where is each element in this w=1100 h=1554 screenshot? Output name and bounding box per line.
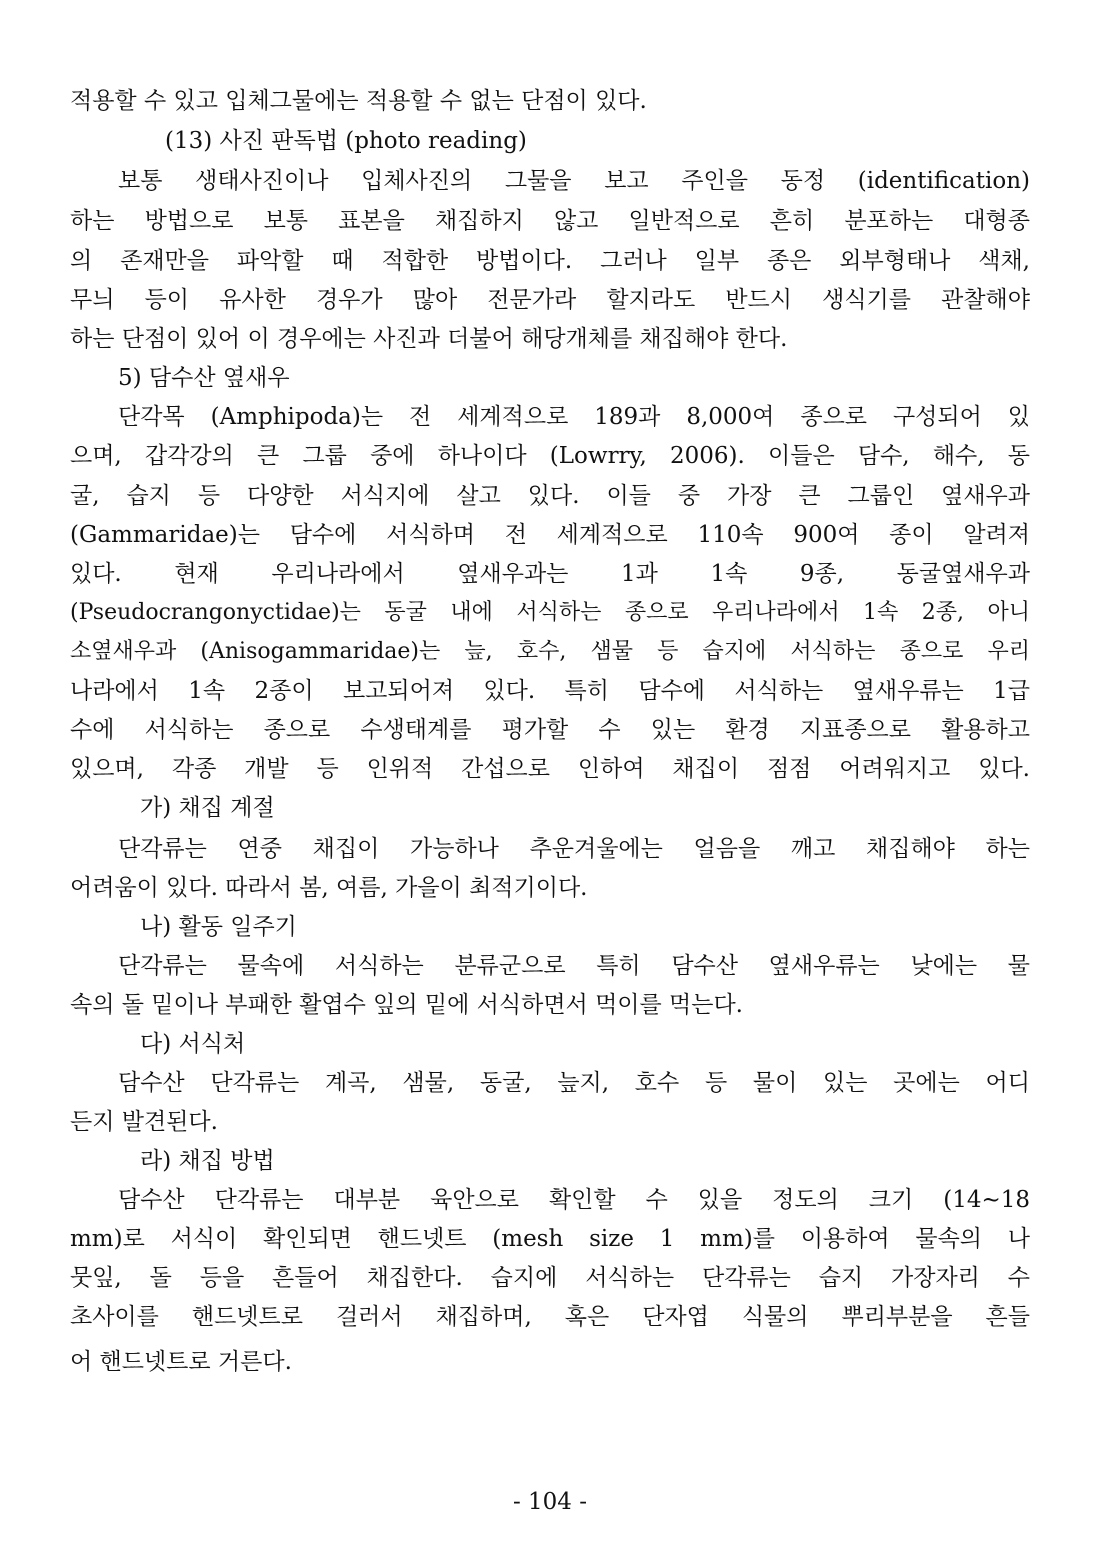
body-text-line: 하는 단점이 있어 이 경우에는 사진과 더불어 해당개체를 채집해야 한다.: [70, 326, 788, 352]
body-text-line: 소옆새우과 (Anisogammaridae)는 늪, 호수, 샘물 등 습지에 서식하는 종으로 우리: [70, 639, 1030, 664]
body-text-line: 있으며, 각종 개발 등 인위적 간섭으로 인하여 채집이 점점 어려워지고 있다.: [70, 756, 1030, 782]
body-text-line: 속의 돌 밑이나 부패한 활엽수 잎의 밑에 서식하면서 먹이를 먹는다.: [70, 992, 743, 1018]
body-text-line: 담수산 단각류는 계곡, 샘물, 동굴, 늪지, 호수 등 물이 있는 곳에는 어디: [118, 1070, 1030, 1096]
section-heading: 나) 활동 일주기: [140, 914, 297, 940]
body-text-line: 초사이를 핸드넷트로 걸러서 채집하며, 혹은 단자엽 식물의 뿌리부분을 흔들: [70, 1304, 1030, 1330]
body-text-line: 어려움이 있다. 따라서 봄, 여름, 가을이 최적기이다.: [70, 875, 588, 901]
body-text-line: 든지 발견된다.: [70, 1109, 218, 1135]
body-text-line: 단각목 (Amphipoda)는 전 세계적으로 189과 8,000여 종으로 구성되어 있: [118, 404, 1030, 430]
body-text-line: 적용할 수 있고 입체그물에는 적용할 수 없는 단점이 있다.: [70, 88, 647, 114]
body-text-line: 단각류는 연중 채집이 가능하나 추운겨울에는 얼음을 깨고 채집해야 하는: [118, 836, 1030, 862]
body-text-line: 뭇잎, 돌 등을 흔들어 채집한다. 습지에 서식하는 단각류는 습지 가장자리 수: [70, 1265, 1030, 1291]
body-text-line: 어 핸드넷트로 거른다.: [70, 1349, 292, 1375]
body-text-line: 수에 서식하는 종으로 수생태계를 평가할 수 있는 환경 지표종으로 활용하고: [70, 717, 1030, 743]
section-heading: (13) 사진 판독법 (photo reading): [165, 128, 527, 154]
section-heading: 다) 서식처: [140, 1031, 246, 1057]
body-text-line: 단각류는 물속에 서식하는 분류군으로 특히 담수산 옆새우류는 낮에는 물: [118, 953, 1030, 979]
body-text-line: 굴, 습지 등 다양한 서식지에 살고 있다. 이들 중 가장 큰 그룹인 옆새우과: [70, 483, 1030, 509]
body-text-line: (Gammaridae)는 담수에 서식하며 전 세계적으로 110속 900여 종이 알려져: [70, 522, 1030, 548]
section-heading: 5) 담수산 옆새우: [118, 365, 290, 391]
page-number: - 104 -: [512, 1489, 588, 1515]
body-text-line: 보통 생태사진이나 입체사진의 그물을 보고 주인을 동정 (identification): [118, 168, 1030, 194]
body-text-line: (Pseudocrangonyctidae)는 동굴 내에 서식하는 종으로 우리나라에서 1속 2종, 아니: [70, 600, 1030, 625]
section-heading: 가) 채집 계절: [140, 795, 275, 821]
body-text-line: 의 존재만을 파악할 때 적합한 방법이다. 그러나 일부 종은 외부형태나 색채,: [70, 248, 1030, 274]
body-text-line: 나라에서 1속 2종이 보고되어져 있다. 특히 담수에 서식하는 옆새우류는 1급: [70, 678, 1030, 704]
section-heading: 라) 채집 방법: [140, 1148, 275, 1174]
body-text-line: 있다. 현재 우리나라에서 옆새우과는 1과 1속 9종, 동굴옆새우과: [70, 561, 1030, 587]
body-text-line: 담수산 단각류는 대부분 육안으로 확인할 수 있을 정도의 크기 (14∼18: [118, 1187, 1030, 1213]
body-text-line: mm)로 서식이 확인되면 핸드넷트 (mesh size 1 mm)를 이용하여 물속의 나: [70, 1226, 1030, 1252]
body-text-line: 하는 방법으로 보통 표본을 채집하지 않고 일반적으로 흔히 분포하는 대형종: [70, 208, 1030, 234]
body-text-line: 무늬 등이 유사한 경우가 많아 전문가라 할지라도 반드시 생식기를 관찰해야: [70, 287, 1030, 313]
body-text-line: 으며, 갑각강의 큰 그룹 중에 하나이다 (Lowrry, 2006). 이들은 담수, 해수, 동: [70, 443, 1030, 469]
